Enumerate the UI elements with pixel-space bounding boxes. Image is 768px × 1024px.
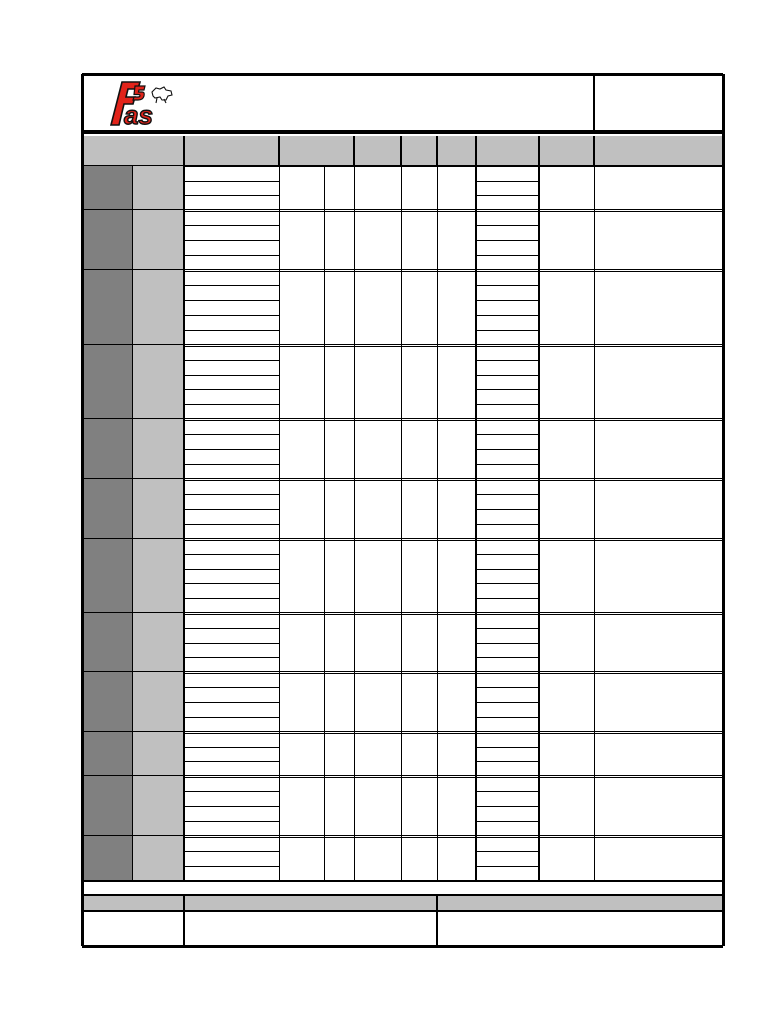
- section-sublabel-cell: [132, 672, 184, 732]
- section-column-line: [324, 539, 325, 613]
- section-column-line: [354, 776, 355, 836]
- section-sublabel-cell: [132, 836, 184, 881]
- section-column-line: [437, 419, 438, 479]
- section-column-line: [594, 479, 595, 539]
- item-row-line: [184, 225, 279, 226]
- item-row-line: [184, 643, 279, 644]
- spec-row-line: [476, 866, 539, 867]
- item-row-line: [184, 702, 279, 703]
- spec-row-line: [476, 761, 539, 762]
- spec-row-line: [476, 404, 539, 405]
- item-row-line: [184, 315, 279, 316]
- spec-row-line: [476, 687, 539, 688]
- section-column-line: [183, 776, 185, 836]
- spec-row-line: [476, 434, 539, 435]
- spec-row-line: [476, 300, 539, 301]
- section-column-line: [594, 270, 595, 345]
- section-column-line: [183, 539, 185, 613]
- section-column-line: [538, 613, 540, 672]
- section-column-line: [594, 732, 595, 776]
- section-column-line: [354, 166, 355, 210]
- section-sublabel-cell: [132, 210, 184, 270]
- header-top-rule: [82, 130, 723, 134]
- section-column-line: [475, 166, 477, 210]
- section-column-line: [475, 613, 477, 672]
- section-column-line: [401, 419, 402, 479]
- item-row-line: [184, 195, 279, 196]
- item-row-line: [184, 509, 279, 510]
- section-column-line: [475, 345, 477, 419]
- section-column-line: [279, 776, 280, 836]
- section-column-line: [594, 613, 595, 672]
- frame-left: [81, 74, 84, 946]
- section-column-line: [475, 479, 477, 539]
- section-column-line: [538, 270, 540, 345]
- section-column-line: [132, 345, 133, 419]
- section-label-cell: [84, 732, 132, 776]
- section-sublabel-cell: [132, 479, 184, 539]
- section-column-line: [324, 210, 325, 270]
- section-column-line: [401, 345, 402, 419]
- section-column-line: [324, 345, 325, 419]
- footer-column-line: [183, 895, 185, 946]
- section-sublabel-cell: [132, 539, 184, 613]
- section-column-line: [594, 776, 595, 836]
- section-column-line: [279, 479, 280, 539]
- section-column-line: [354, 732, 355, 776]
- section-column-line: [132, 166, 133, 210]
- section-column-line: [183, 210, 185, 270]
- spec-row-line: [476, 285, 539, 286]
- section-column-line: [132, 836, 133, 881]
- section-column-line: [279, 270, 280, 345]
- section-column-line: [538, 345, 540, 419]
- section-column-line: [538, 836, 540, 881]
- section-column-line: [324, 776, 325, 836]
- section-column-line: [324, 672, 325, 732]
- item-row-line: [184, 717, 279, 718]
- section-column-line: [437, 836, 438, 881]
- spec-row-line: [476, 569, 539, 570]
- frame-bottom: [82, 945, 723, 948]
- logo-badge-five: [133, 86, 145, 100]
- section-column-line: [475, 836, 477, 881]
- item-row-line: [184, 404, 279, 405]
- item-row-line: [184, 687, 279, 688]
- section-column-line: [279, 732, 280, 776]
- section-column-line: [437, 270, 438, 345]
- section-column-line: [594, 210, 595, 270]
- section-column-line: [354, 672, 355, 732]
- section-column-line: [437, 345, 438, 419]
- section-column-line: [279, 672, 280, 732]
- section-sublabel-cell: [132, 166, 184, 210]
- section-column-line: [183, 270, 185, 345]
- section-column-line: [401, 836, 402, 881]
- section-column-line: [594, 539, 595, 613]
- header-column-line: [593, 136, 595, 166]
- spec-row-line: [476, 449, 539, 450]
- item-row-line: [184, 389, 279, 390]
- section-column-line: [401, 776, 402, 836]
- item-row-line: [184, 866, 279, 867]
- section-column-line: [279, 613, 280, 672]
- item-row-line: [184, 569, 279, 570]
- item-row-line: [184, 300, 279, 301]
- spec-row-line: [476, 702, 539, 703]
- section-column-line: [401, 732, 402, 776]
- section-column-line: [401, 479, 402, 539]
- section-column-line: [324, 166, 325, 210]
- spec-row-line: [476, 791, 539, 792]
- footer-header-row: [82, 896, 723, 911]
- section-column-line: [538, 672, 540, 732]
- section-column-line: [354, 539, 355, 613]
- section-column-line: [475, 672, 477, 732]
- item-row-line: [184, 761, 279, 762]
- section-column-line: [538, 419, 540, 479]
- section-column-line: [437, 210, 438, 270]
- section-column-line: [401, 672, 402, 732]
- item-row-line: [184, 464, 279, 465]
- section-column-line: [132, 270, 133, 345]
- section-column-line: [594, 166, 595, 210]
- section-column-line: [437, 479, 438, 539]
- header-column-line: [475, 136, 477, 166]
- spec-row-line: [476, 240, 539, 241]
- section-label-cell: [84, 776, 132, 836]
- spec-row-line: [476, 330, 539, 331]
- section-column-line: [132, 776, 133, 836]
- section-column-line: [401, 270, 402, 345]
- item-row-line: [184, 524, 279, 525]
- section-column-line: [437, 166, 438, 210]
- section-sublabel-cell: [132, 419, 184, 479]
- section-column-line: [594, 836, 595, 881]
- spec-row-line: [476, 195, 539, 196]
- spec-row-line: [476, 464, 539, 465]
- spec-row-line: [476, 494, 539, 495]
- section-label-cell: [84, 210, 132, 270]
- section-column-line: [401, 166, 402, 210]
- section-column-line: [279, 210, 280, 270]
- title-box-divider: [593, 74, 595, 132]
- logo-graphic: [108, 78, 178, 130]
- section-label-cell: [84, 166, 132, 210]
- spec-row-line: [476, 821, 539, 822]
- spec-row-line: [476, 598, 539, 599]
- spec-row-line: [476, 360, 539, 361]
- section-column-line: [354, 836, 355, 881]
- spec-row-line: [476, 524, 539, 525]
- header-row: [82, 136, 723, 166]
- section-column-line: [475, 539, 477, 613]
- spec-row-line: [476, 851, 539, 852]
- item-row-line: [184, 181, 279, 182]
- section-column-line: [538, 210, 540, 270]
- section-label-cell: [84, 836, 132, 881]
- header-column-line: [400, 136, 402, 166]
- section-column-line: [401, 210, 402, 270]
- spec-row-line: [476, 554, 539, 555]
- section-column-line: [279, 345, 280, 419]
- spec-row-line: [476, 181, 539, 182]
- item-row-line: [184, 285, 279, 286]
- section-column-line: [538, 539, 540, 613]
- item-row-line: [184, 330, 279, 331]
- section-column-line: [437, 613, 438, 672]
- section-column-line: [324, 270, 325, 345]
- spec-row-line: [476, 315, 539, 316]
- section-column-line: [475, 270, 477, 345]
- spec-row-line: [476, 628, 539, 629]
- item-row-line: [184, 791, 279, 792]
- spec-row-line: [476, 747, 539, 748]
- item-row-line: [184, 806, 279, 807]
- section-column-line: [183, 613, 185, 672]
- section-sublabel-cell: [132, 732, 184, 776]
- section-column-line: [132, 613, 133, 672]
- item-row-line: [184, 449, 279, 450]
- section-column-line: [475, 210, 477, 270]
- section-sublabel-cell: [132, 345, 184, 419]
- section-column-line: [475, 732, 477, 776]
- section-column-line: [594, 419, 595, 479]
- section-label-cell: [84, 419, 132, 479]
- section-column-line: [132, 732, 133, 776]
- section-column-line: [183, 419, 185, 479]
- item-row-line: [184, 434, 279, 435]
- section-column-line: [279, 836, 280, 881]
- section-column-line: [437, 539, 438, 613]
- spec-row-line: [476, 509, 539, 510]
- item-row-line: [184, 494, 279, 495]
- table-bottom-rule: [82, 880, 723, 882]
- section-column-line: [132, 479, 133, 539]
- spec-row-line: [476, 389, 539, 390]
- item-row-line: [184, 375, 279, 376]
- header-column-line: [183, 136, 185, 166]
- item-row-line: [184, 657, 279, 658]
- section-column-line: [437, 732, 438, 776]
- section-label-cell: [84, 270, 132, 345]
- section-column-line: [183, 479, 185, 539]
- item-row-line: [184, 360, 279, 361]
- section-column-line: [132, 539, 133, 613]
- section-column-line: [132, 419, 133, 479]
- spec-row-line: [476, 375, 539, 376]
- horse-icon: [152, 87, 172, 103]
- item-row-line: [184, 255, 279, 256]
- section-column-line: [401, 613, 402, 672]
- item-row-line: [184, 583, 279, 584]
- company-logo: [108, 78, 178, 130]
- section-column-line: [324, 479, 325, 539]
- section-column-line: [354, 345, 355, 419]
- section-column-line: [594, 345, 595, 419]
- section-column-line: [132, 210, 133, 270]
- section-column-line: [354, 479, 355, 539]
- spec-row-line: [476, 717, 539, 718]
- section-column-line: [538, 479, 540, 539]
- frame-right: [722, 74, 725, 946]
- section-column-line: [324, 419, 325, 479]
- footer-top-rule: [82, 894, 723, 896]
- item-row-line: [184, 598, 279, 599]
- section-column-line: [324, 732, 325, 776]
- section-column-line: [279, 166, 280, 210]
- section-column-line: [475, 776, 477, 836]
- section-column-line: [279, 539, 280, 613]
- spec-row-line: [476, 806, 539, 807]
- section-column-line: [183, 166, 185, 210]
- item-row-line: [184, 628, 279, 629]
- section-column-line: [183, 836, 185, 881]
- section-label-cell: [84, 345, 132, 419]
- section-column-line: [183, 672, 185, 732]
- item-row-line: [184, 554, 279, 555]
- section-column-line: [354, 613, 355, 672]
- item-row-line: [184, 851, 279, 852]
- footer-header-bottom-rule: [82, 910, 723, 912]
- section-label-cell: [84, 479, 132, 539]
- section-column-line: [279, 419, 280, 479]
- spec-row-line: [476, 583, 539, 584]
- section-column-line: [354, 210, 355, 270]
- section-column-line: [475, 419, 477, 479]
- section-label-cell: [84, 539, 132, 613]
- section-column-line: [594, 672, 595, 732]
- section-column-line: [354, 419, 355, 479]
- section-label-cell: [84, 613, 132, 672]
- header-column-line: [436, 136, 438, 166]
- section-column-line: [401, 539, 402, 613]
- header-column-line: [538, 136, 540, 166]
- section-label-cell: [84, 672, 132, 732]
- section-column-line: [183, 732, 185, 776]
- spec-row-line: [476, 643, 539, 644]
- frame-top: [82, 73, 723, 76]
- footer-column-line: [436, 895, 438, 946]
- logo-letters-as: as: [124, 100, 153, 130]
- section-column-line: [437, 672, 438, 732]
- spec-row-line: [476, 657, 539, 658]
- section-sublabel-cell: [132, 270, 184, 345]
- item-row-line: [184, 747, 279, 748]
- section-column-line: [354, 270, 355, 345]
- header-column-line: [353, 136, 355, 166]
- section-column-line: [324, 613, 325, 672]
- header-column-line: [278, 136, 280, 166]
- section-column-line: [538, 776, 540, 836]
- spec-row-line: [476, 225, 539, 226]
- item-row-line: [184, 821, 279, 822]
- section-column-line: [183, 345, 185, 419]
- section-column-line: [538, 166, 540, 210]
- spec-row-line: [476, 255, 539, 256]
- section-column-line: [324, 836, 325, 881]
- item-row-line: [184, 240, 279, 241]
- section-column-line: [437, 776, 438, 836]
- section-sublabel-cell: [132, 776, 184, 836]
- section-column-line: [538, 732, 540, 776]
- section-column-line: [132, 672, 133, 732]
- section-sublabel-cell: [132, 613, 184, 672]
